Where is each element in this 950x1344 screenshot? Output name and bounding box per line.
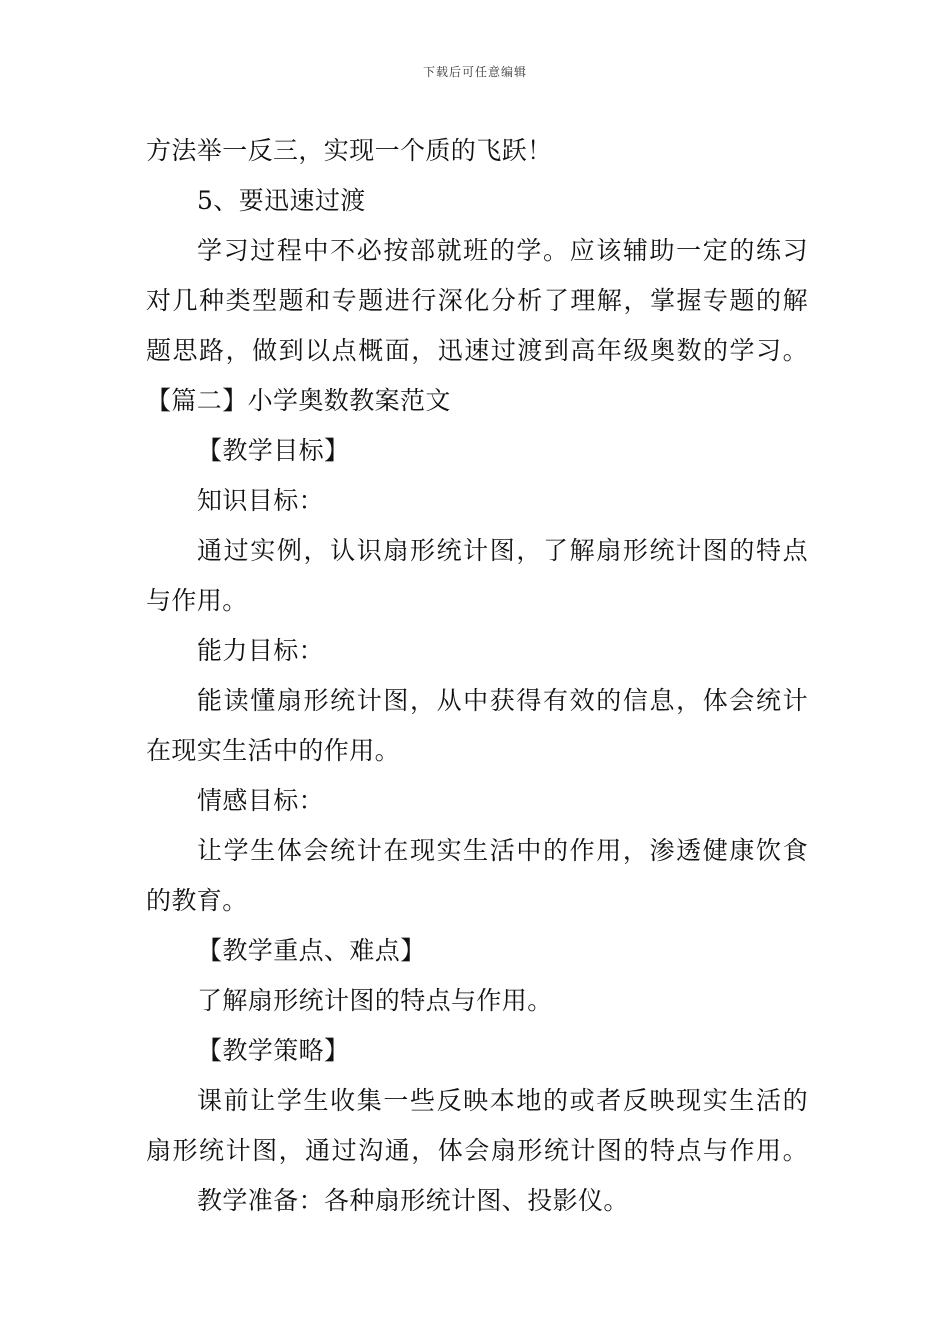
text-line: 让学生体会统计在现实生活中的作用，渗透健康饮食	[197, 836, 808, 865]
text-line: 的教育。	[146, 886, 248, 915]
subheading: 情感目标：	[197, 786, 325, 815]
text-line: 方法举一反三，实现一个质的飞跃！	[146, 136, 553, 165]
text-line: 扇形统计图，通过沟通，体会扇形统计图的特点与作用。	[146, 1136, 808, 1165]
text-line: 与作用。	[146, 586, 248, 615]
text-line: 了解扇形统计图的特点与作用。	[197, 986, 553, 1015]
text-line: 在现实生活中的作用。	[146, 736, 401, 765]
text-line: 通过实例，认识扇形统计图，了解扇形统计图的特点	[197, 536, 808, 565]
text-line: 课前让学生收集一些反映本地的或者反映现实生活的	[197, 1086, 808, 1115]
section-heading: 【教学重点、难点】	[197, 936, 426, 965]
page-header-note: 下载后可任意编辑	[422, 65, 527, 79]
text-line: 题思路，做到以点概面，迅速过渡到高年级奥数的学习。	[146, 336, 808, 365]
section-heading: 【教学目标】	[197, 436, 350, 465]
chapter-title: 【篇二】小学奥数教案范文	[146, 386, 451, 415]
text-line: 对几种类型题和专题进行深化分析了理解，掌握专题的解	[146, 286, 808, 315]
subheading: 能力目标：	[197, 636, 325, 665]
text-line: 学习过程中不必按部就班的学。应该辅助一定的练习	[197, 236, 808, 265]
text-line: 能读懂扇形统计图，从中获得有效的信息，体会统计	[197, 686, 808, 715]
subheading: 知识目标：	[197, 486, 325, 515]
text-line: 教学准备：各种扇形统计图、投影仪。	[197, 1186, 629, 1215]
section-heading: 【教学策略】	[197, 1036, 350, 1065]
document-body	[146, 126, 808, 1226]
section-heading: 5、要迅速过渡	[197, 186, 366, 215]
